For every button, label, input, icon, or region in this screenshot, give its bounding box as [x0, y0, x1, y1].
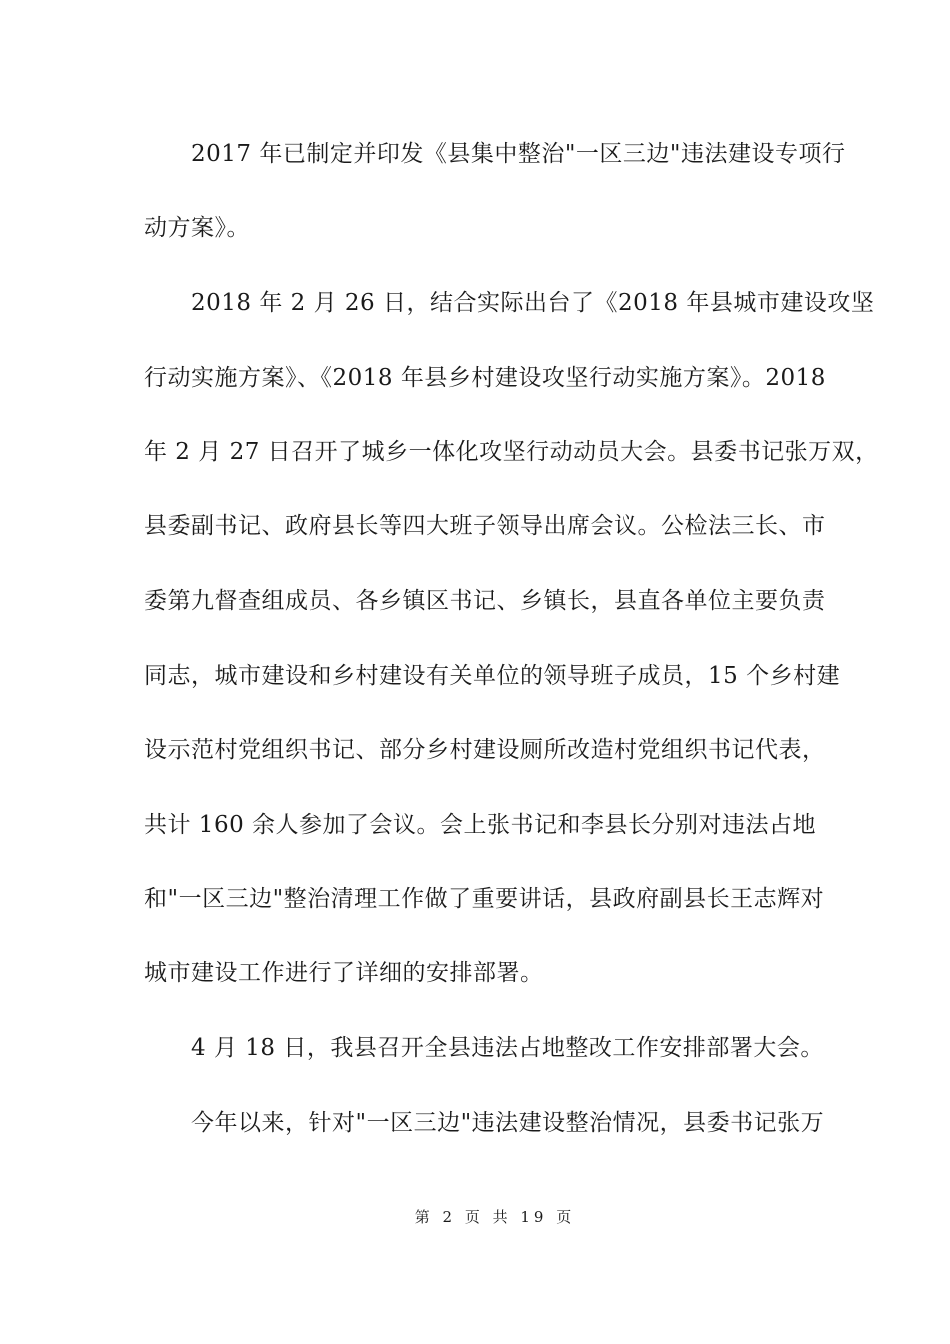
text-line: 同志，城市建设和乡村建设有关单位的领导班子成员，15 个乡村建 [144, 663, 841, 689]
text-line: 今年以来，针对"一区三边"违法建设整治情况，县委书记张万 [144, 1110, 825, 1136]
text-line: 行动实施方案》、《2018 年县乡村建设攻坚行动实施方案》。2018 [144, 365, 826, 391]
text-line: 设示范村党组织书记、部分乡村建设厕所改造村党组织书记代表， [144, 737, 826, 763]
text-line: 城市建设工作进行了详细的安排部署。 [144, 960, 544, 986]
text-line: 委第九督查组成员、各乡镇区书记、乡镇长，县直各单位主要负责 [144, 588, 826, 614]
text-line: 动方案》。 [144, 215, 250, 241]
text-line: 共计 160 余人参加了会议。会上张书记和李县长分别对违法占地 [144, 812, 817, 838]
text-line: 和"一区三边"整治清理工作做了重要讲话，县政府副县长王志辉对 [144, 886, 825, 912]
text-line: 年 2 月 27 日召开了城乡一体化攻坚行动动员大会。县委书记张万双， [144, 439, 879, 465]
text-line: 2017 年已制定并印发《县集中整治"一区三边"违法建设专项行 [144, 141, 846, 167]
text-line: 4 月 18 日，我县召开全县违法占地整改工作安排部署大会。 [144, 1035, 824, 1061]
text-line: 县委副书记、政府县长等四大班子领导出席会议。公检法三长、市 [144, 513, 826, 539]
text-line: 2018 年 2 月 26 日，结合实际出台了《2018 年县城市建设攻坚 [144, 290, 875, 316]
page-number-footer: 第 2 页 共 19 页 [414, 1208, 576, 1226]
